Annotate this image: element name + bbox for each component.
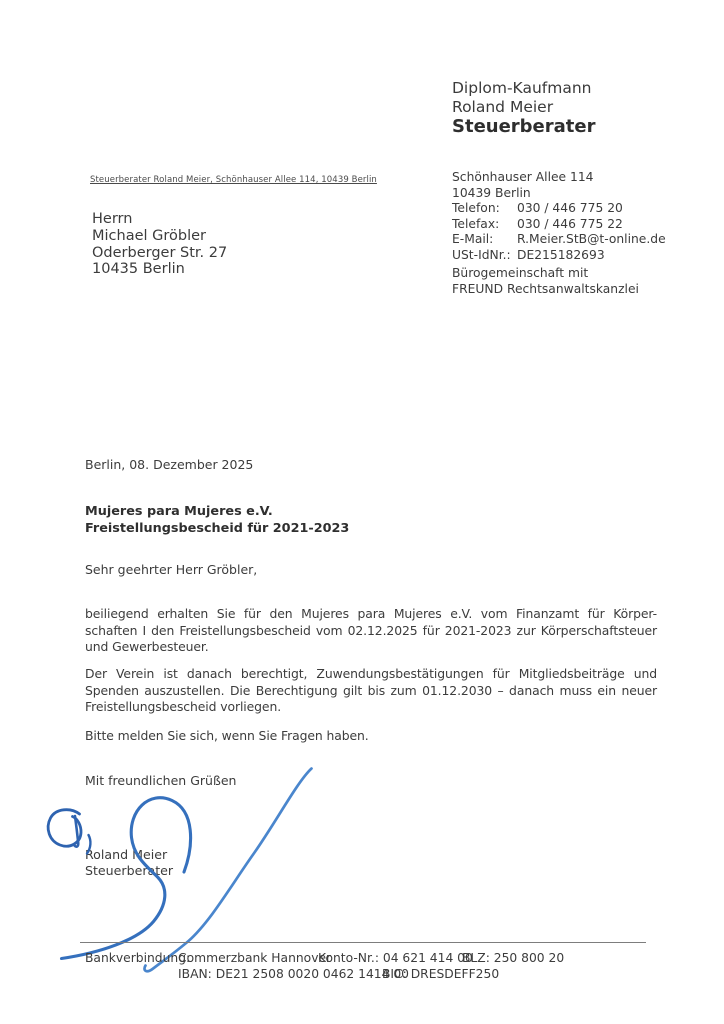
telefax-label: Telefax: [452, 216, 500, 231]
recipient-name: Michael Gröbler [92, 227, 207, 244]
account-number: Konto-Nr.: 04 621 414 00 [318, 951, 473, 965]
recipient-salutation: Herrn [92, 211, 133, 227]
closing-line: Mit freundlichen Grüßen [85, 773, 237, 788]
subject-line1: Mujeres para Mujeres e.V. [85, 504, 273, 519]
letterhead [452, 79, 595, 137]
iban-number: IBAN: DE21 2508 0020 0462 1414 00 [178, 967, 409, 981]
contact-row-telefon [452, 201, 666, 217]
paragraph2-line2: Spenden auszustellen. Die Berechtigung gilt bis zum 01.12.2030 – danach muss ein neuer [85, 682, 657, 698]
bic-code: BIC: DRESDEFF250 [382, 967, 500, 981]
contact-street: Schönhauser Allee 114 [452, 170, 594, 184]
date-line: Berlin, 08. Dezember 2025 [85, 457, 254, 472]
body-paragraph-1 [85, 606, 657, 656]
bank-name: Commerzbank Hannover [178, 951, 332, 965]
telefax-value: 030 / 446 775 22 [517, 216, 623, 231]
body-paragraph-2 [85, 666, 657, 716]
salutation: Sehr geehrter Herr Gröbler, [85, 562, 258, 577]
blz-number: BLZ: 250 800 20 [462, 951, 565, 965]
contact-row-email [452, 232, 666, 248]
office-association [452, 266, 639, 297]
signer-name: Roland Meier [85, 847, 168, 862]
recipient-street: Oderberger Str. 27 [92, 244, 228, 261]
email-label: E-Mail: [452, 232, 494, 247]
contact-block [452, 170, 666, 264]
ustid-value: DE215182693 [517, 247, 605, 262]
association-line2: FREUND Rechtsanwaltskanzlei [452, 281, 639, 296]
contact-row-ustid [452, 248, 666, 264]
letterhead-name: Roland Meier [452, 98, 554, 116]
paragraph1-line2: schaften I den Freistellungsbescheid vom 02.12.2025 für 2021-2023 zur Körperschaftsteuer [85, 622, 657, 638]
body-paragraph-3: Bitte melden Sie sich, wenn Sie Fragen haben. [85, 728, 369, 743]
signature-name-block [85, 847, 173, 880]
bank-details-label: Bankverbindung: [85, 951, 191, 965]
paragraph1-line3: und Gewerbesteuer. [85, 639, 209, 655]
email-value: R.Meier.StB@t-online.de [517, 232, 666, 247]
telefon-value: 030 / 446 775 20 [517, 201, 623, 216]
sender-return-line: Steuerberater Roland Meier, Schönhauser Allee 114, 10439 Berlin [90, 175, 377, 185]
signer-title: Steuerberater [85, 863, 174, 879]
paragraph1-line1: beiliegend erhalten Sie für den Mujeres para Mujeres e.V. vom Finanzamt für Körper- [85, 606, 657, 621]
contact-city: 10439 Berlin [452, 185, 531, 200]
subject-line2: Freistellungsbescheid für 2021-2023 [85, 521, 350, 537]
ustid-label: USt-IdNr.: [452, 247, 511, 262]
contact-row-telefax [452, 217, 666, 233]
association-line1: Bürogemeinschaft mit [452, 266, 589, 280]
letterhead-title: Steuerberater [452, 116, 596, 137]
recipient-city: 10435 Berlin [92, 261, 185, 278]
footer-divider [80, 942, 646, 943]
subject-block [85, 503, 349, 538]
paragraph2-line1: Der Verein ist danach berechtigt, Zuwendungsbestätigungen für Mitgliedsbeiträge und [85, 666, 657, 681]
letterhead-degree: Diplom-Kaufmann [452, 79, 592, 97]
recipient-address [92, 211, 227, 278]
paragraph2-line3: Freistellungsbescheid vorliegen. [85, 699, 282, 715]
telefon-label: Telefon: [452, 201, 500, 216]
